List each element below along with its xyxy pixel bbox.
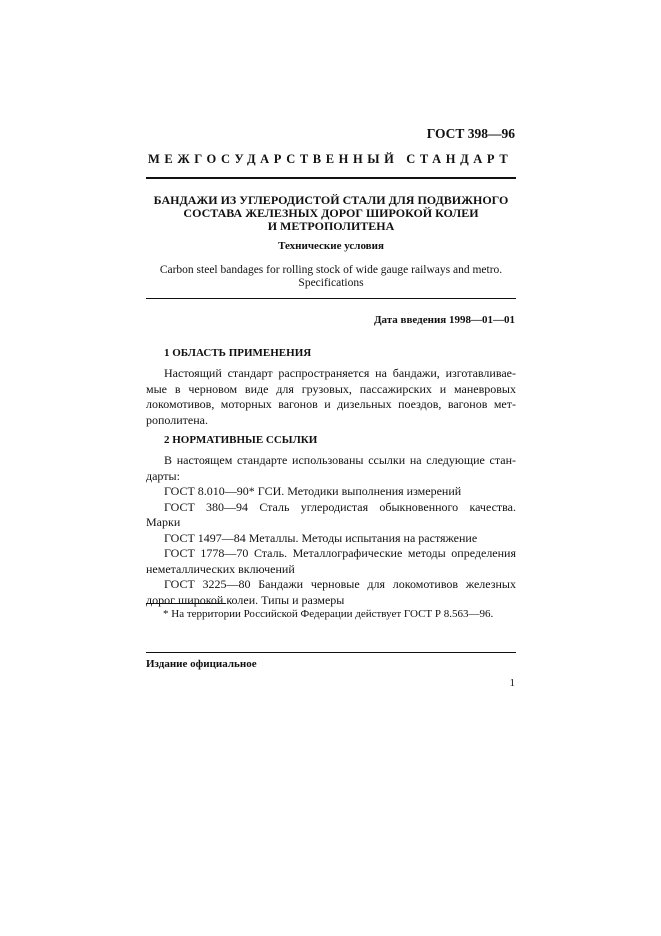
interstate-standard-label: МЕЖГОСУДАРСТВЕННЫЙ СТАНДАРТ [148, 152, 513, 166]
title-rule [146, 298, 516, 299]
title-line-1: БАНДАЖИ ИЗ УГЛЕРОДИСТОЙ СТАЛИ ДЛЯ ПОДВИЖНОГО [153, 193, 509, 207]
reference-line: ГОСТ 1778—70 Сталь. Металлографические методы определения [164, 546, 516, 560]
footnote: * На территории Российской Федерации действует ГОСТ Р 8.563—96. [163, 608, 494, 620]
english-title-line-2: Specifications [298, 277, 364, 289]
page-number: 1 [509, 677, 515, 689]
reference-line: неметаллических включений [146, 561, 295, 576]
english-title-line-1: Carbon steel bandages for rolling stock of wide gauge railways and metro. [159, 264, 503, 276]
english-title [146, 264, 516, 290]
section-1-line: мые в черновом виде для грузовых, пассажирских и маневровых [146, 381, 516, 396]
section-2-text [146, 453, 516, 608]
section-1-text [146, 366, 516, 428]
title-line-3: И МЕТРОПОЛИТЕНА [267, 219, 395, 233]
document-title [146, 194, 516, 233]
header-rule [146, 177, 516, 179]
reference-line: ГОСТ 1497—84 Металлы. Методы испытания на растяжение [164, 530, 478, 545]
official-edition-rule [146, 652, 516, 653]
reference-line: Марки [146, 515, 181, 529]
section-1-line: локомотивов, моторных вагонов и дизельных поездов, вагонов мет- [146, 397, 516, 411]
reference-line: ГОСТ 8.010—90* ГСИ. Методики выполнения измерений [164, 484, 462, 498]
footnote-rule [146, 603, 226, 604]
document-number: ГОСТ 398—96 [426, 126, 515, 141]
document-subtitle: Технические условия [278, 240, 384, 252]
section-1-line: Настоящий стандарт распространяется на бандажи, изготавливае- [164, 366, 516, 380]
section-1-line: рополитена. [146, 412, 208, 427]
official-edition-label: Издание официальное [146, 658, 257, 670]
reference-line: дорог широкой колеи. Типы и размеры [146, 592, 345, 607]
section-2-intro-line: В настоящем стандарте использованы ссылки на следующие стан- [164, 453, 516, 467]
section-2-intro-line: дарты: [146, 468, 180, 483]
title-line-2: СОСТАВА ЖЕЛЕЗНЫХ ДОРОГ ШИРОКОЙ КОЛЕИ [183, 206, 479, 220]
reference-line: ГОСТ 3225—80 Бандажи черновые для локомотивов железных [164, 577, 516, 591]
section-1-heading: 1 ОБЛАСТЬ ПРИМЕНЕНИЯ [164, 347, 312, 359]
introduction-date: Дата введения 1998—01—01 [373, 314, 515, 326]
reference-line: ГОСТ 380—94 Сталь углеродистая обыкновенного качества. [164, 499, 516, 514]
section-2-heading: 2 НОРМАТИВНЫЕ ССЫЛКИ [164, 434, 318, 446]
